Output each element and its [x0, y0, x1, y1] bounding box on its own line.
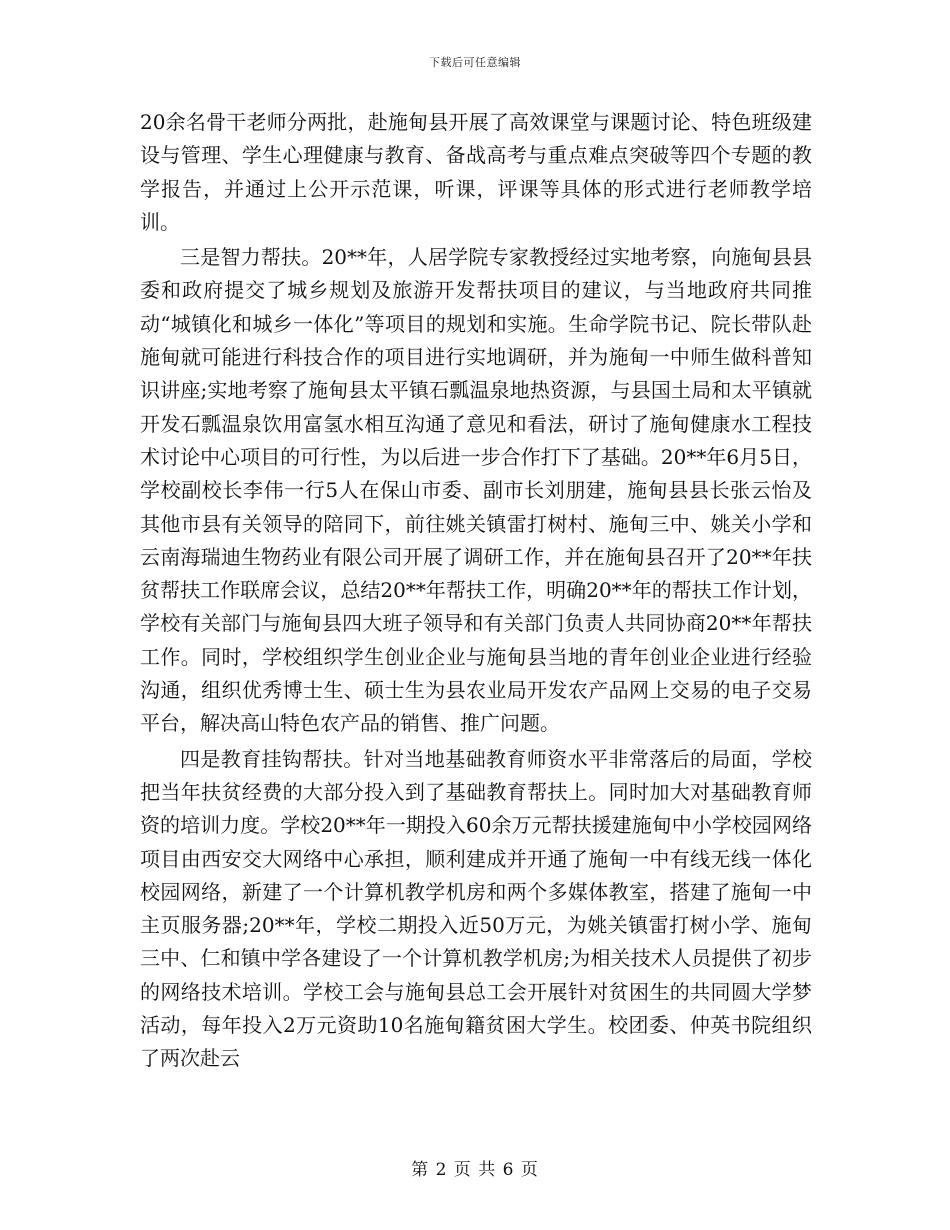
page-header: 下载后可任意编辑 — [429, 56, 521, 69]
paragraph-3: 四是教育挂钩帮扶。针对当地基础教育师资水平非常落后的局面，学校把当年扶贫经费的大部分投入到了基础教育帮扶上。同时加大对基础教育师资的培训力度。学校20**年一期投入60余万元帮扶援建施甸中小学校园网络项目由西安交大网络中心承担，顺利建成并开通了施甸一中有线无线一体化校园网络，新建了一个计算机教学机房和两个多媒体教室，搭建了施甸一中主页服务器;20**年，学校二期投入近50万元，为姚关镇雷打树小学、施甸三中、仁和镇中学各建设了一个计算机教学机房;为相关技术人员提供了初步的网络技术培训。学校工会与施甸县总工会开展针对贫困生的共同圆大学梦活动，每年投入2万元资助10名施甸籍贫困大学生。校团委、仲英书院组织了两次赴云 — [140, 746, 812, 1071]
document-body — [140, 106, 812, 1076]
page-number-footer: 第 2 页 共 6 页 — [411, 1160, 539, 1180]
paragraph-1: 20余名骨干老师分两批，赴施甸县开展了高效课堂与课题讨论、特色班级建设与管理、学生心理健康与教育、备战高考与重点难点突破等四个专题的教学报告，并通过上公开示范课，听课，评课等具体的形式进行老师教学培训。 — [140, 110, 812, 234]
paragraph-2: 三是智力帮扶。20**年，人居学院专家教授经过实地考察，向施甸县县委和政府提交了城乡规划及旅游开发帮扶项目的建议，与当地政府共同推动“城镇化和城乡一体化”等项目的规划和实施。生命学院书记、院长带队赴施甸就可能进行科技合作的项目进行实地调研，并为施甸一中师生做科普知识讲座;实地考察了施甸县太平镇石瓢温泉地热资源，与县国土局和太平镇就开发石瓢温泉饮用富氢水相互沟通了意见和看法，研讨了施甸健康水工程技术讨论中心项目的可行性，为以后进一步合作打下了基础。20**年6月5日，学校副校长李伟一行5人在保山市委、副市长刘朋建，施甸县县长张云怡及其他市县有关领导的陪同下，前往姚关镇雷打树村、施甸三中、姚关小学和云南海瑞迪生物药业有限公司开展了调研工作，并在施甸县召开了20**年扶贫帮扶工作联席会议，总结20**年帮扶工作，明确20**年的帮扶工作计划，学校有关部门与施甸县四大班子领导和有关部门负责人共同协商20**年帮扶工作。同时，学校组织学生创业企业与施甸县当地的青年创业企业进行经验沟通，组织优秀博士生、硕士生为县农业局开发农产品网上交易的电子交易平台，解决高山特色农产品的销售、推广问题。 — [140, 245, 812, 736]
